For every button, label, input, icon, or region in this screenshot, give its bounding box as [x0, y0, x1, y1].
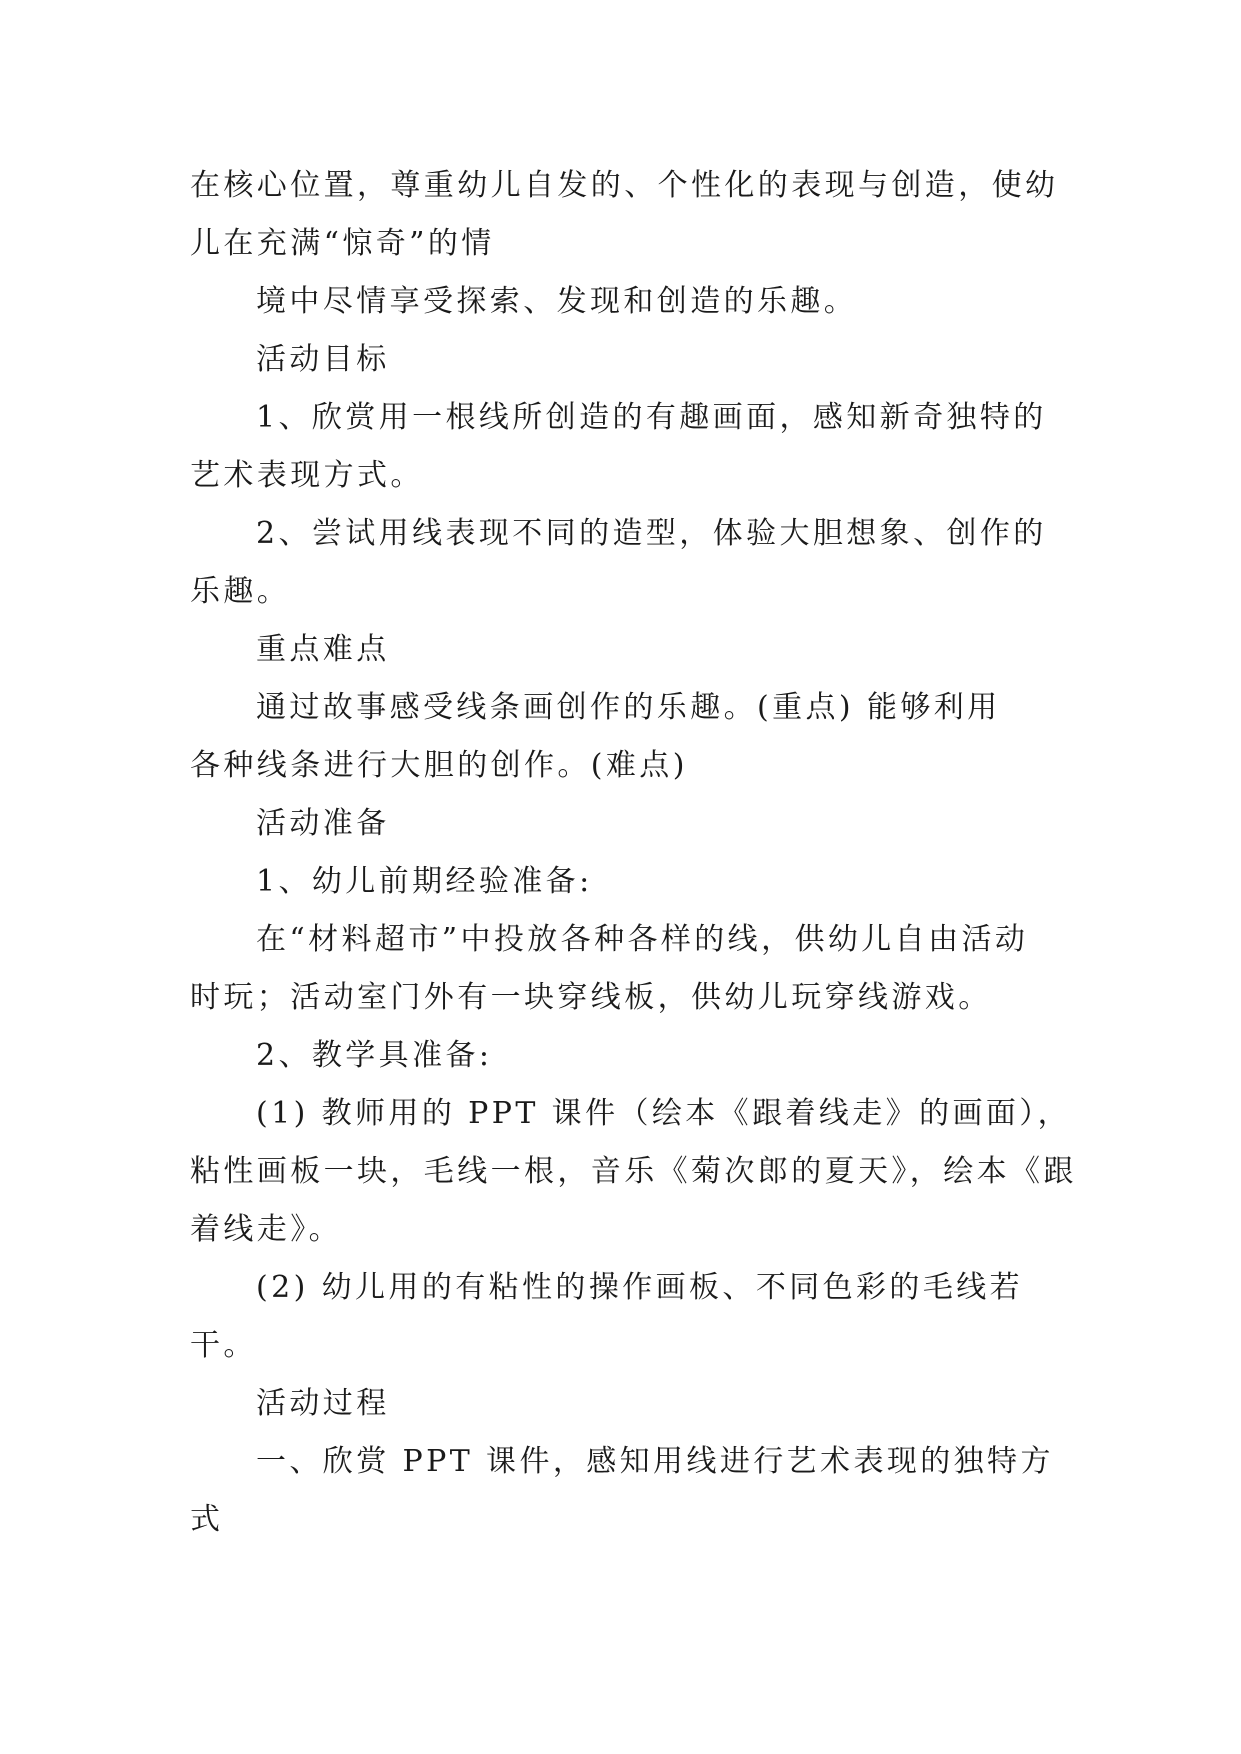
section-heading: 活动准备	[256, 806, 390, 841]
paragraph-line: 2、教学具准备:	[256, 1038, 493, 1073]
paragraph-line: (2) 幼儿用的有粘性的操作画板、不同色彩的毛线若	[256, 1270, 1024, 1305]
section-heading: 活动过程	[256, 1386, 390, 1421]
paragraph-line: 境中尽情享受探索、发现和创造的乐趣。	[256, 284, 858, 319]
paragraph-line: 式	[190, 1502, 224, 1537]
paragraph-line: 2、尝试用线表现不同的造型，体验大胆想象、创作的	[256, 516, 1047, 551]
paragraph-line: 儿在充满“惊奇”的情	[190, 226, 495, 261]
paragraph-line: (1) 教师用的 PPT 课件（绘本《跟着线走》的画面），	[256, 1096, 1072, 1131]
paragraph-line: 通过故事感受线条画创作的乐趣。(重点) 能够利用	[256, 690, 1001, 725]
paragraph-line: 艺术表现方式。	[190, 458, 424, 493]
paragraph-line: 着线走》。	[190, 1212, 342, 1247]
paragraph-line: 一、欣赏 PPT 课件，感知用线进行艺术表现的独特方	[256, 1444, 1054, 1479]
paragraph-line: 乐趣。	[190, 574, 291, 609]
paragraph-line: 1、欣赏用一根线所创造的有趣画面，感知新奇独特的	[256, 400, 1047, 435]
paragraph-line: 1、幼儿前期经验准备:	[256, 864, 593, 899]
paragraph-line: 在核心位置，尊重幼儿自发的、个性化的表现与创造，使幼	[190, 168, 1059, 203]
paragraph-line: 在“材料超市”中投放各种各样的线，供幼儿自由活动	[256, 922, 1029, 957]
paragraph-line: 各种线条进行大胆的创作。(难点)	[190, 748, 688, 783]
paragraph-line: 时玩；活动室门外有一块穿线板，供幼儿玩穿线游戏。	[190, 980, 992, 1015]
paragraph-line: 粘性画板一块，毛线一根，音乐《菊次郎的夏天》，绘本《跟	[190, 1154, 1077, 1189]
paragraph-line: 干。	[190, 1328, 257, 1363]
section-heading: 活动目标	[256, 342, 390, 377]
section-heading: 重点难点	[256, 632, 390, 667]
